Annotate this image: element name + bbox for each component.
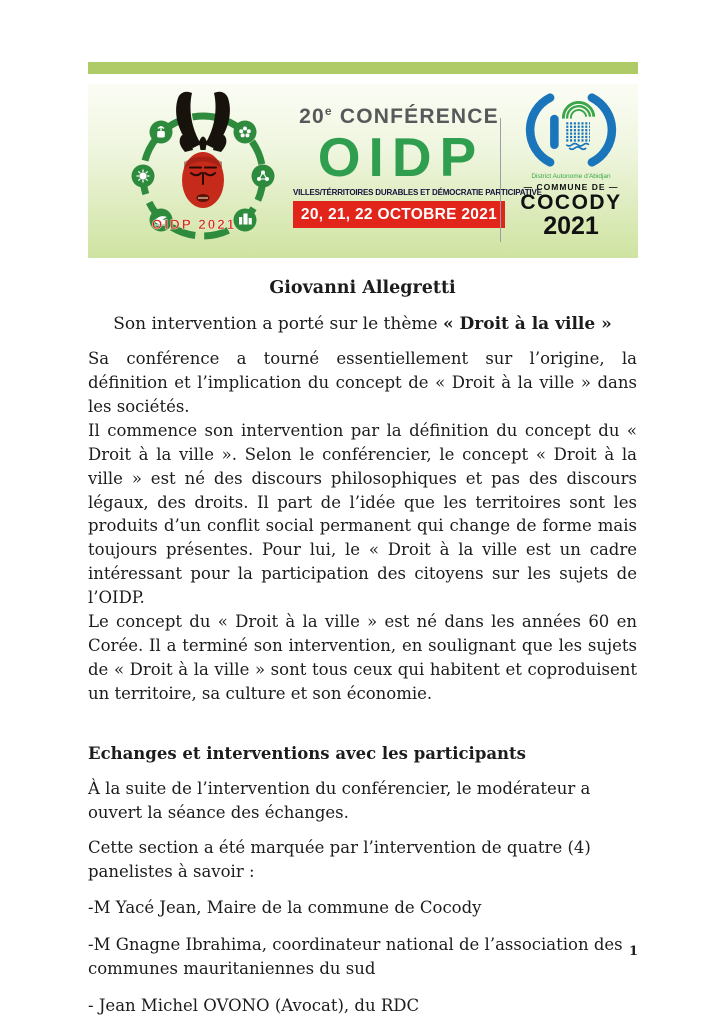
conference-dates: 20, 21, 22 OCTOBRE 2021 xyxy=(293,201,505,228)
cocody-name: COCODY xyxy=(520,190,622,214)
panelist-item: -M Gnagne Ibrahima, coordinateur national de l’association des communes mauritaniennes du sud xyxy=(88,935,623,979)
conference-tagline: VILLES/TÉRRITOIRES DURABLES ET DÉMOCRATIE PARTICIPATIVE xyxy=(293,188,542,197)
panelist-item: - Jean Michel OVONO (Avocat), du RDC xyxy=(88,996,420,1016)
section-heading: Echanges et interventions avec les participants xyxy=(88,743,526,763)
water-waves xyxy=(566,144,589,150)
oidp-acronym: OIDP xyxy=(317,126,485,188)
paragraph: Il commence son intervention par la définition du concept du « Droit à la ville ». Selon le conférencier, le concept « Droit à la ville » est né des discours philosophiques et pas des discours légaux, des droits. Il part de l’idée que les territoires sont les produits d’un conflit social permanent qui change de forme mais toujours présentes. Pour lui, le « Droit à la ville est un cadre intéressant pour la participation des citoyens sur les sujets de l’OIDP. xyxy=(88,420,637,608)
oidp-mask-logo xyxy=(114,88,296,256)
page-number: 1 xyxy=(628,944,638,959)
edition-number: 20 xyxy=(299,105,325,128)
sun-icon xyxy=(137,170,150,183)
dot-grid xyxy=(566,123,590,140)
paragraph: Le concept du « Droit à la ville » est né dans les années 60 en Corée. Il a terminé son intervention, en soulignant que les sujets de « Droit à la ville » sont tous ceux qui habitent et coproduisent un territoire, sa culture et son économie. xyxy=(88,612,637,703)
banner-top-bar xyxy=(88,62,638,74)
cocody-emblem xyxy=(523,92,619,168)
conference-word: CONFÉRENCE xyxy=(332,105,499,128)
cocody-year: 2021 xyxy=(543,211,599,240)
plant-icon xyxy=(157,126,165,138)
mask-face xyxy=(182,152,224,208)
intervention-subtitle xyxy=(88,312,637,337)
paragraph: Sa conférence a tourné essentiellement sur l’origine, la définition et l’implication du concept de « Droit à la ville » dans les sociétés. xyxy=(88,349,637,416)
conference-banner xyxy=(88,84,638,258)
oidp-2021-caption: OIDP 2021 xyxy=(151,217,237,232)
conference-summary xyxy=(88,347,637,706)
mask-horns xyxy=(176,92,230,152)
paragraph: Cette section a été marquée par l’intervention de quatre (4) panelistes à savoir : xyxy=(88,837,591,881)
speaker-name-title: Giovanni Allegretti xyxy=(269,278,456,298)
banner-separator xyxy=(500,118,501,242)
cocody-logo-block xyxy=(508,92,634,239)
district-label: District Autonome d'Abidjan xyxy=(531,173,611,180)
subtitle-theme: « Droit à la ville » xyxy=(442,314,612,335)
edition-superscript: e xyxy=(324,104,333,118)
panelist-item: -M Yacé Jean, Maire de la commune de Cocody xyxy=(88,898,482,918)
commune-label: — COMMUNE DE — xyxy=(523,181,619,192)
document-body xyxy=(88,268,637,1018)
paragraph: À la suite de l’intervention du conférencier, le modérateur a ouvert la séance des échanges. xyxy=(88,778,591,822)
subtitle-lead: Son intervention a porté sur le thème xyxy=(113,314,443,335)
banner-center xyxy=(293,104,542,228)
